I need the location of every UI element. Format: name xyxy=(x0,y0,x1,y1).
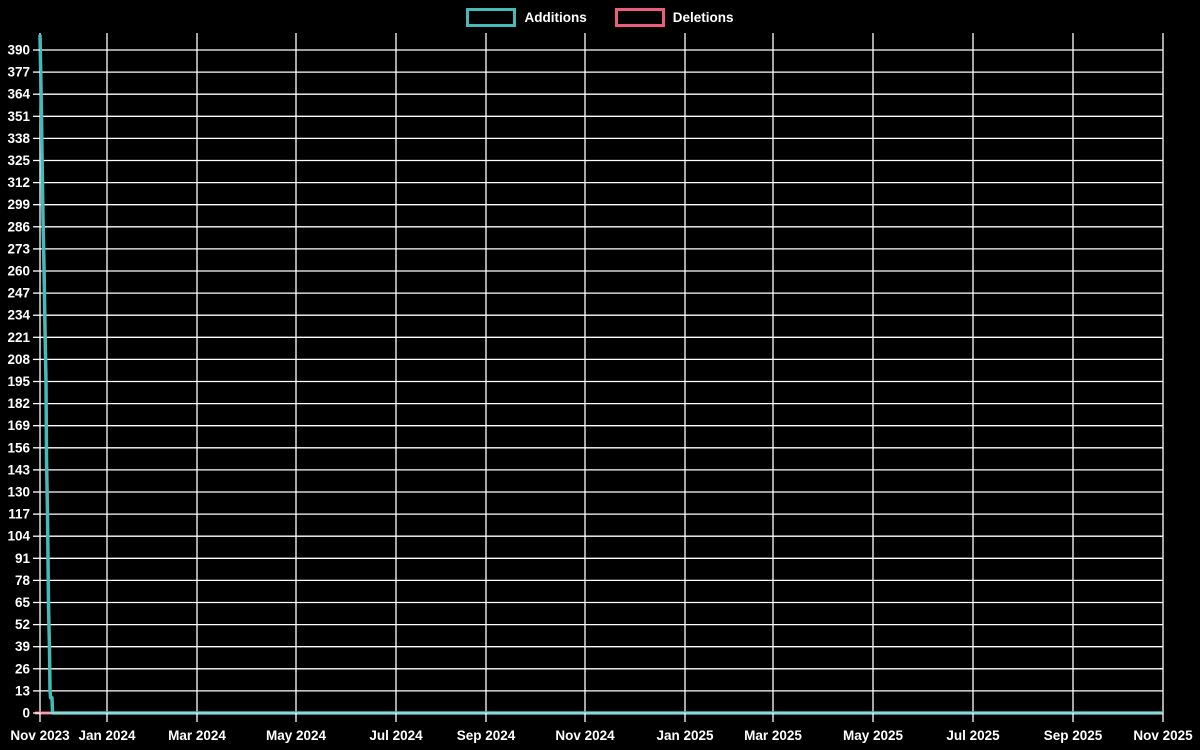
svg-text:364: 364 xyxy=(7,86,30,102)
svg-text:312: 312 xyxy=(7,175,30,191)
svg-text:65: 65 xyxy=(14,595,30,610)
svg-text:208: 208 xyxy=(7,351,30,367)
svg-text:195: 195 xyxy=(7,374,30,389)
svg-text:Mar 2025: Mar 2025 xyxy=(744,728,802,743)
svg-text:78: 78 xyxy=(14,572,30,588)
svg-text:Nov 2023: Nov 2023 xyxy=(10,728,70,743)
svg-text:39: 39 xyxy=(14,639,30,655)
additions-legend-label: Additions xyxy=(524,9,587,25)
svg-text:0: 0 xyxy=(22,705,30,721)
svg-text:Nov 2025: Nov 2025 xyxy=(1133,728,1193,743)
svg-text:156: 156 xyxy=(7,440,30,456)
svg-text:Jan 2025: Jan 2025 xyxy=(656,728,714,743)
svg-text:325: 325 xyxy=(7,153,30,168)
svg-text:299: 299 xyxy=(7,197,30,213)
svg-text:117: 117 xyxy=(8,506,30,522)
svg-text:52: 52 xyxy=(14,617,30,633)
svg-text:390: 390 xyxy=(7,42,30,58)
svg-text:273: 273 xyxy=(7,241,30,257)
svg-text:Jan 2024: Jan 2024 xyxy=(78,728,136,743)
svg-text:247: 247 xyxy=(7,285,30,301)
data-series xyxy=(35,35,1163,713)
series-line-additions xyxy=(40,35,1163,713)
svg-text:130: 130 xyxy=(7,484,30,500)
svg-text:260: 260 xyxy=(7,263,30,279)
deletions-legend-label: Deletions xyxy=(672,9,734,25)
svg-text:169: 169 xyxy=(7,418,30,434)
svg-text:Sep 2025: Sep 2025 xyxy=(1043,728,1103,743)
svg-text:May 2024: May 2024 xyxy=(265,728,327,743)
svg-text:338: 338 xyxy=(7,130,30,146)
svg-text:234: 234 xyxy=(7,307,30,323)
svg-text:182: 182 xyxy=(7,396,30,412)
svg-text:Nov 2024: Nov 2024 xyxy=(555,728,615,743)
svg-text:221: 221 xyxy=(7,329,30,345)
svg-text:Jul 2025: Jul 2025 xyxy=(946,728,1000,743)
svg-text:143: 143 xyxy=(7,462,30,478)
svg-text:Jul 2024: Jul 2024 xyxy=(369,728,423,743)
axis-ticks xyxy=(33,50,1163,722)
y-axis-labels xyxy=(7,43,30,721)
svg-text:26: 26 xyxy=(14,661,30,677)
svg-text:Mar 2024: Mar 2024 xyxy=(168,728,226,743)
svg-text:377: 377 xyxy=(7,64,30,80)
svg-text:91: 91 xyxy=(14,550,30,566)
svg-text:Sep 2024: Sep 2024 xyxy=(456,728,516,743)
svg-text:May 2025: May 2025 xyxy=(842,728,904,743)
svg-text:13: 13 xyxy=(14,683,30,699)
x-axis-labels xyxy=(10,728,1193,743)
svg-text:286: 286 xyxy=(7,219,30,235)
svg-text:351: 351 xyxy=(7,108,30,124)
svg-text:104: 104 xyxy=(7,528,30,544)
gridlines xyxy=(40,33,1163,713)
